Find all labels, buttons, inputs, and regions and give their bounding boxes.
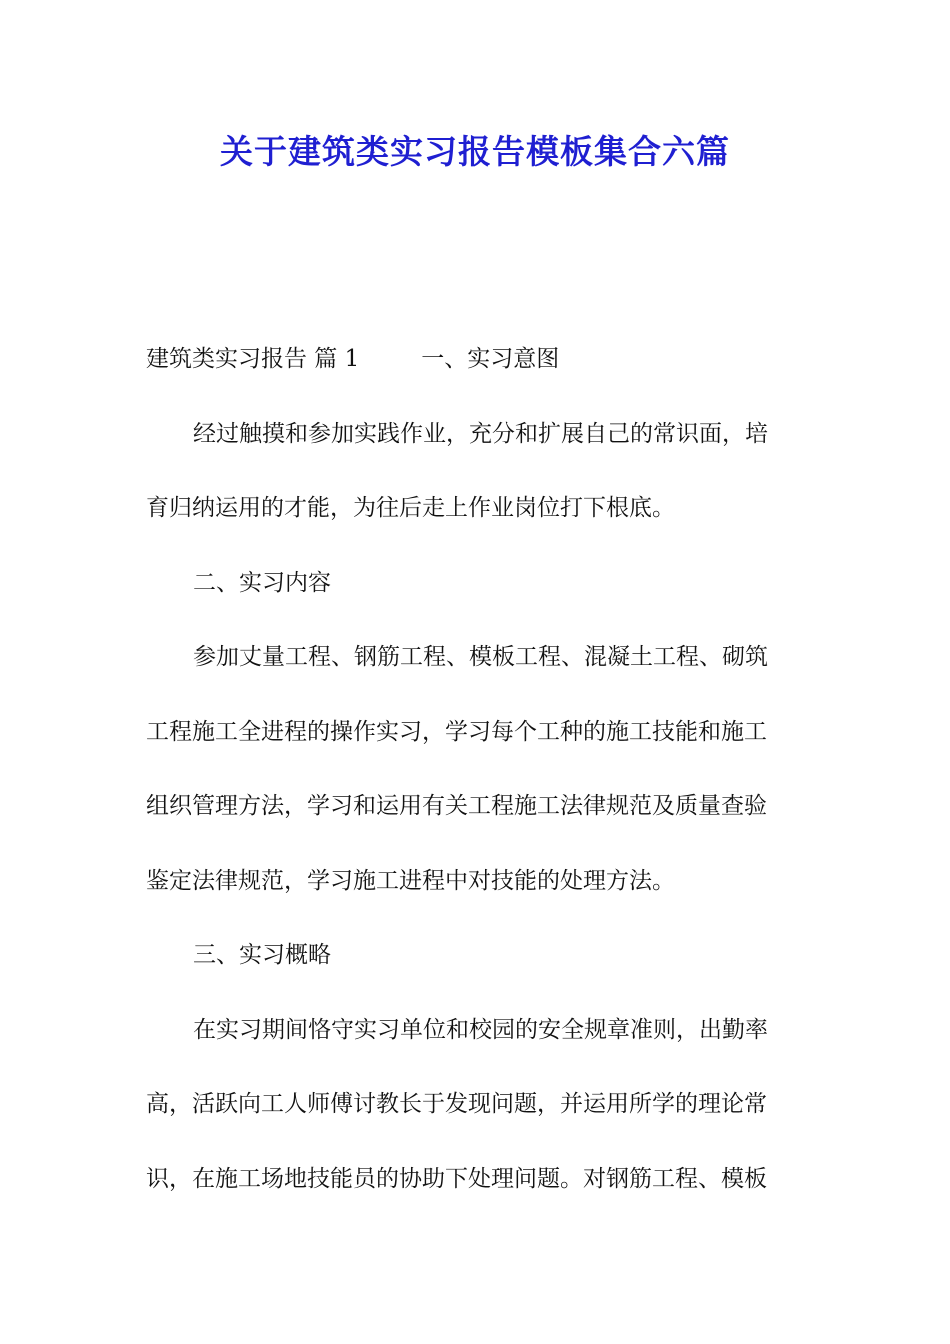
section-heading: 一、实习意图	[421, 346, 560, 372]
section-heading-line	[146, 340, 806, 415]
report-label: 建筑类实习报告 篇 1	[146, 346, 360, 372]
paragraph-line: 经过触摸和参加实践作业，充分和扩展自己的常识面，培	[193, 420, 768, 447]
paragraph-line: 参加丈量工程、钢筋工程、模板工程、混凝土工程、砌筑	[193, 644, 768, 670]
paragraph-line: 高，活跃向工人师傅讨教长于发现问题，并运用所学的理论常	[146, 1091, 767, 1117]
paragraph-line: 育归纳运用的才能，为往后走上作业岗位打下根底。	[146, 495, 675, 521]
paragraph-line: 工程施工全进程的操作实习，学习每个工种的施工技能和施工	[146, 718, 767, 745]
document-body	[146, 340, 806, 1234]
document-title: 关于建筑类实习报告模板集合六篇	[220, 132, 730, 171]
paragraph-line: 识，在施工场地技能员的协助下处理问题。对钢筋工程、模板	[146, 1165, 767, 1192]
paragraph-line: 在实习期间恪守实习单位和校园的安全规章准则，出勤率	[193, 1016, 768, 1043]
paragraph-line: 鉴定法律规范，学习施工进程中对技能的处理方法。	[146, 867, 675, 894]
section-heading: 二、实习内容	[193, 569, 331, 596]
section-heading: 三、实习概略	[193, 942, 331, 968]
paragraph-line: 组织管理方法，学习和运用有关工程施工法律规范及质量查验	[146, 793, 767, 819]
